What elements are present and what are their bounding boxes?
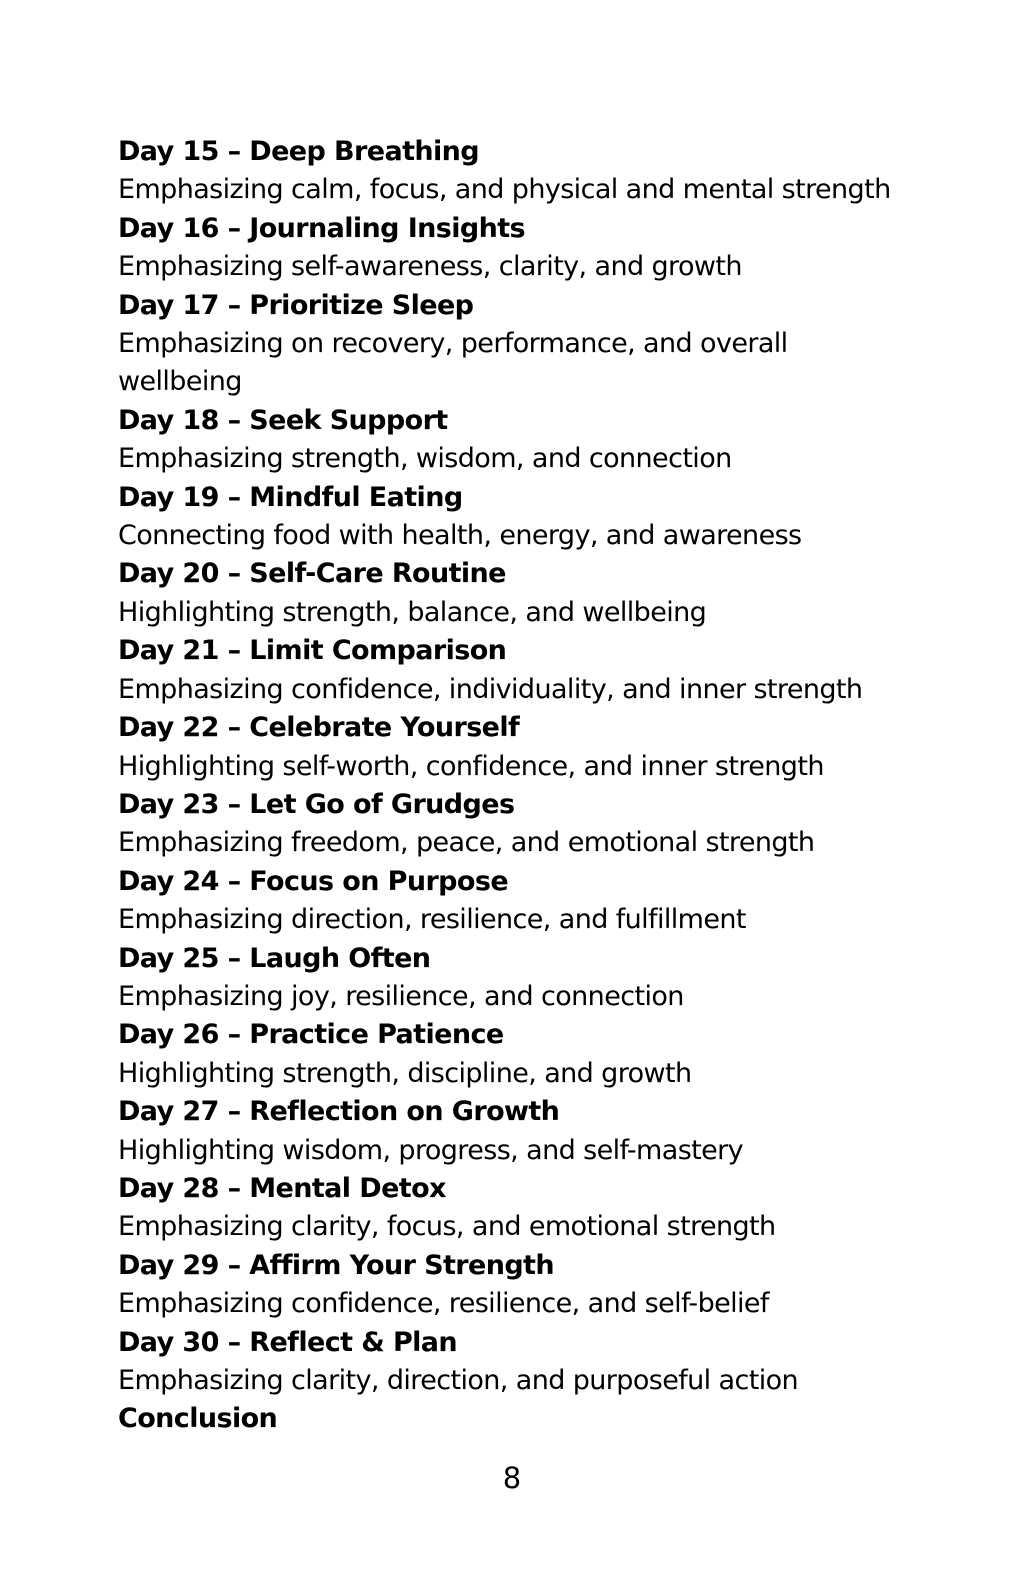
entry-desc-day-19: Connecting food with health, energy, and awareness bbox=[118, 520, 802, 552]
entry-desc-day-22: Highlighting self-worth, confidence, and inner strength bbox=[118, 750, 824, 782]
entry-desc-day-20: Highlighting strength, balance, and wellbeing bbox=[118, 596, 707, 628]
entry-desc-day-18: Emphasizing strength, wisdom, and connection bbox=[118, 443, 732, 475]
entry-desc-day-27: Highlighting wisdom, progress, and self-mastery bbox=[118, 1134, 744, 1166]
entry-title-day-28: Day 28 – Mental Detox bbox=[118, 1172, 446, 1204]
entry-title-day-16: Day 16 – Journaling Insights bbox=[118, 212, 526, 244]
entry-title-day-21: Day 21 – Limit Comparison bbox=[118, 635, 507, 667]
entry-desc-day-30: Emphasizing clarity, direction, and purposeful action bbox=[118, 1365, 799, 1396]
entry-desc-day-21: Emphasizing confidence, individuality, and inner strength bbox=[118, 673, 863, 705]
entry-title-day-20: Day 20 – Self-Care Routine bbox=[118, 558, 506, 590]
entry-title-day-15: Day 15 – Deep Breathing bbox=[118, 136, 479, 167]
entry-title-day-22: Day 22 – Celebrate Yourself bbox=[118, 712, 520, 744]
entry-title-day-25: Day 25 – Laugh Often bbox=[118, 942, 431, 974]
entry-desc-day-25: Emphasizing joy, resilience, and connection bbox=[118, 980, 684, 1012]
conclusion-heading: Conclusion bbox=[118, 1403, 278, 1435]
entry-title-day-29: Day 29 – Affirm Your Strength bbox=[118, 1249, 554, 1281]
entry-title-day-24: Day 24 – Focus on Purpose bbox=[118, 865, 509, 897]
entry-title-day-17: Day 17 – Prioritize Sleep bbox=[118, 289, 474, 321]
entry-title-day-19: Day 19 – Mindful Eating bbox=[118, 481, 463, 513]
entry-desc-day-29: Emphasizing confidence, resilience, and self-belief bbox=[118, 1288, 769, 1320]
entry-title-day-27: Day 27 – Reflection on Growth bbox=[118, 1096, 560, 1128]
page-number: 8 bbox=[502, 1461, 522, 1495]
entry-desc-day-15: Emphasizing calm, focus, and physical and mental strength bbox=[118, 174, 891, 206]
table-of-contents bbox=[118, 133, 918, 1439]
entry-desc-day-26: Highlighting strength, discipline, and growth bbox=[118, 1057, 692, 1089]
entry-desc-day-28: Emphasizing clarity, focus, and emotional strength bbox=[118, 1211, 776, 1243]
entry-desc-day-23: Emphasizing freedom, peace, and emotional strength bbox=[118, 827, 815, 859]
entry-desc-day-24: Emphasizing direction, resilience, and fulfillment bbox=[118, 904, 746, 936]
entry-desc-day-17: Emphasizing on recovery, performance, and overall wellbeing bbox=[118, 328, 788, 398]
entry-title-day-26: Day 26 – Practice Patience bbox=[118, 1019, 504, 1051]
entry-title-day-30: Day 30 – Reflect & Plan bbox=[118, 1326, 458, 1358]
entry-title-day-18: Day 18 – Seek Support bbox=[118, 404, 448, 436]
entry-desc-day-16: Emphasizing self-awareness, clarity, and growth bbox=[118, 251, 742, 283]
entry-title-day-23: Day 23 – Let Go of Grudges bbox=[118, 788, 515, 820]
